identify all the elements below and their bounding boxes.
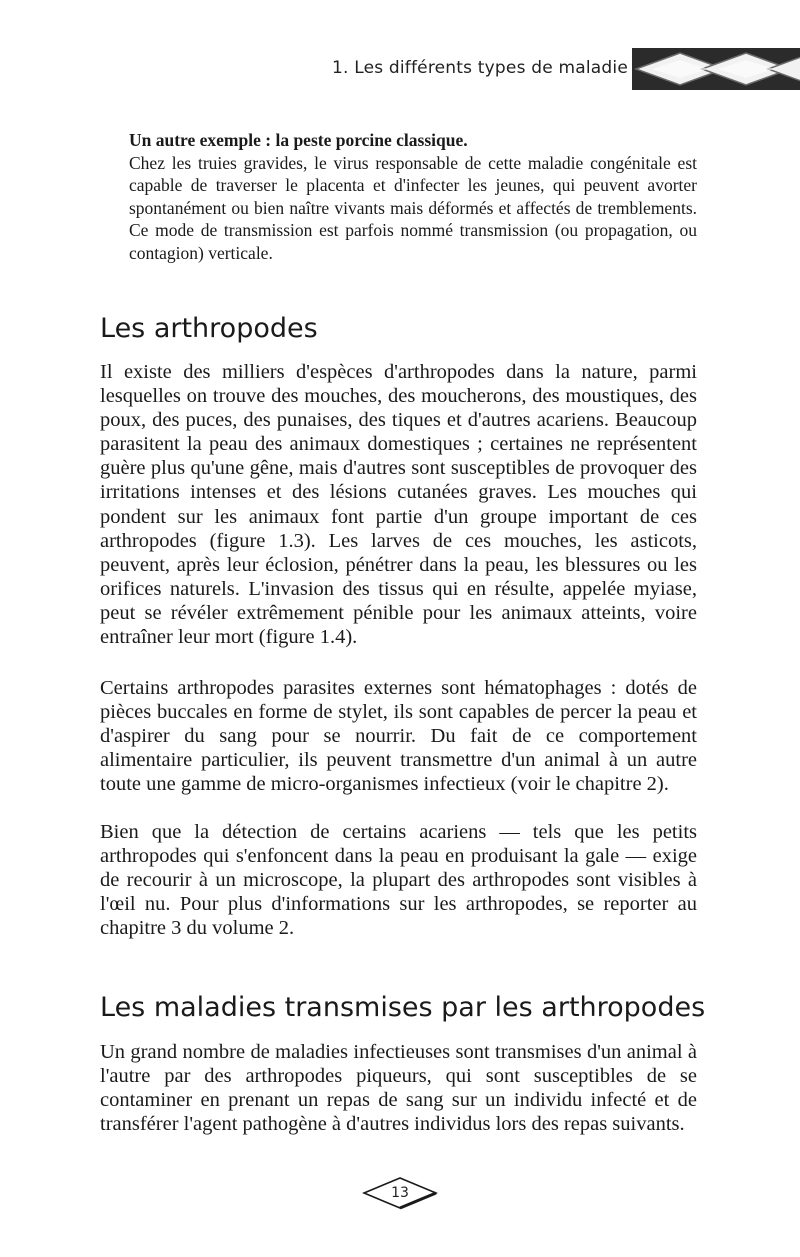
paragraph: Il existe des milliers d'espèces d'arthropodes dans la nature, parmi lesquelles on trouve des mouches, des moucherons, des moustiques, des poux, des puces, des punaises, des tiques et d'autres acariens. Beaucoup parasitent la peau des animaux domestiques ; certaines ne représentent guère plus qu'une gêne, mais d'autres sont susceptibles de provoquer des irritations intenses et des lésions cutanées graves. Les mouches qui pondent sur les animaux font partie d'un groupe important de ces arthropodes (figure 1.3). Les larves de ces mouches, les asticots, peuvent, après leur éclosion, pénétrer dans la peau, les blessures ou les orifices naturels. L'invasion des tissus qui en résulte, appelée myiase, peut se révéler extrêmement pénible pour les animaux atteints, voire entraîner leur mort (figure 1.4). [100, 361, 697, 649]
page-number: 13 [391, 1185, 409, 1201]
callout-text: Chez les truies gravides, le virus responsable de cette maladie congénitale est capable de traverser le placenta et d'infecter les jeunes, qui peuvent avorter spontanément ou bien naître vivants mais déformés et affectés de tremblements. Ce mode de transmission est parfois nommé transmission (ou propagation, ou contagion) verticale. [129, 152, 697, 263]
callout-title: Un autre exemple : la peste porcine classique. [129, 130, 468, 150]
header-diamond-band [632, 48, 800, 90]
example-callout [129, 129, 697, 264]
paragraph: Un grand nombre de maladies infectieuses sont transmises d'un animal à l'autre par des arthropodes piqueurs, qui sont susceptibles de se contaminer en prenant un repas de sang sur un individu infecté et de transférer l'agent pathogène à d'autres individus lors des repas suivants. [100, 1041, 697, 1136]
page-number-badge [362, 1176, 438, 1210]
paragraph: Certains arthropodes parasites externes sont hématophages : dotés de pièces buccales en forme de stylet, ils sont capables de percer la peau et d'aspirer du sang pour se nourrir. Du fait de ce comportement alimentaire particulier, ils peuvent transmettre d'un animal à un autre toute une gamme de micro-organismes infectieux (voir le chapitre 2). [100, 677, 697, 796]
section-heading-arthropodes: Les arthropodes [100, 313, 318, 344]
paragraph: Bien que la détection de certains acariens — tels que les petits arthropodes qui s'enfoncent dans la peau en produisant la gale — exige de recourir à un microscope, la plupart des arthropodes sont visibles à l'œil nu. Pour plus d'informations sur les arthropodes, se reporter au chapitre 3 du volume 2. [100, 821, 697, 940]
section-heading-maladies-transmises: Les maladies transmises par les arthropodes [100, 992, 706, 1023]
running-head-title: 1. Les différents types de maladie [331, 58, 628, 78]
diamond-pattern-icon [632, 48, 800, 90]
